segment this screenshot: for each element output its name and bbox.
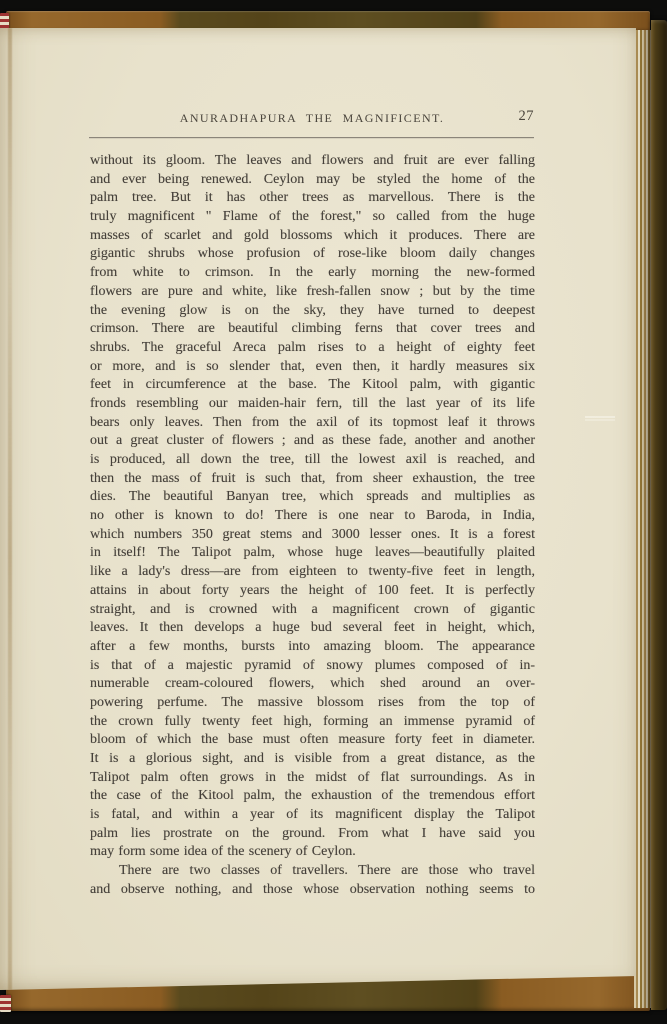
text-line: no other is known to do! There is one near to Baroda, in India, [90, 508, 535, 524]
text-line: bloom of which the base must often measure forty feet in diameter. [90, 732, 535, 748]
text-line: like a lady's dress—are from eighteen to twenty-five feet in length, [90, 564, 535, 580]
text-line: palm tree. But it has other trees as marvellous. There is the [90, 190, 535, 206]
text-line: out a great cluster of flowers ; and as these fade, another and another [90, 433, 535, 449]
text-line: attains in about forty years the height of 100 feet. It is perfectly [90, 582, 535, 598]
text-line: gigantic shrubs whose profusion of rose-like bloom daily changes [90, 246, 535, 262]
text-line: crimson. There are beautiful climbing ferns that cover trees and [90, 321, 535, 337]
text-line: Talipot palm often grows in the midst of flat surroundings. As in [90, 769, 535, 785]
page-number: 27 [518, 108, 534, 124]
text-line: after a few months, bursts into amazing bloom. The appearance [90, 638, 535, 654]
text-line: is fatal, and within a year of its magnificent display the Talipot [90, 807, 535, 823]
text-line: leaves. It then develops a huge bud several feet in height, which, [90, 620, 535, 636]
header-rule [89, 137, 534, 138]
text-line: fronds resembling our maiden-hair fern, till the last year of its life [90, 395, 535, 411]
running-header-title: ANURADHAPURA THE MAGNIFICENT. [179, 111, 445, 125]
text-line: which numbers 350 great stems and 3000 lesser ones. It is a forest [90, 526, 535, 542]
text-line: powering perfume. The massive blossom rises from the top of [90, 694, 535, 710]
text-line: bears only leaves. Then from the axil of its topmost leaf it throws [90, 414, 535, 430]
text-line: masses of scarlet and gold blossoms which it produces. There are [90, 227, 535, 243]
page-scratch-mark [585, 416, 615, 418]
text-line: dies. The beautiful Banyan tree, which spreads and multiplies as [90, 489, 535, 505]
text-line: truly magnificent " Flame of the forest," so called from the huge [90, 209, 535, 225]
text-line: flowers are pure and white, like fresh-fallen snow ; but by the time [90, 283, 535, 299]
text-line: may form some idea of the scenery of Ceylon. [90, 844, 356, 860]
text-line: or more, and is so slender that, even then, it hardly measures six [90, 358, 535, 374]
text-line: is that of a majestic pyramid of snowy plumes composed of in- [90, 657, 535, 673]
text-line: from white to crimson. In the early morning the new-formed [90, 265, 535, 281]
book-headband-bottom [0, 995, 11, 1012]
text-line: then the mass of fruit is such that, from sheer exhaustion, the tree [90, 470, 535, 486]
text-line: It is a glorious sight, and is visible from a great distance, as the [90, 751, 535, 766]
text-line: feet in circumference at the base. The Kitool palm, with gigantic [90, 377, 535, 393]
page-gutter-crease [8, 28, 12, 990]
text-line: is produced, all down the tree, till the lowest axil is reached, and [90, 452, 535, 467]
text-line: There are two classes of travellers. There are those who travel [119, 863, 535, 879]
book-headband-top [0, 13, 9, 30]
text-line: and observe nothing, and those whose observation nothing seems to [90, 881, 535, 897]
text-line: without its gloom. The leaves and flowers and fruit are ever falling [90, 153, 535, 168]
text-line: in itself! The Talipot palm, whose huge leaves—beautifully plaited [90, 545, 535, 561]
text-line: numerable cream-coloured flowers, which shed around an over- [90, 676, 535, 692]
paragraph [90, 152, 535, 862]
running-header [90, 109, 534, 127]
text-line: the evening glow is on the sky, they have turned to deepest [90, 302, 535, 318]
body-text [90, 152, 535, 900]
text-line: palm lies prostrate on the ground. From what I have said you [90, 825, 535, 841]
book-cover-right-edge [651, 20, 667, 1010]
text-line: the crown fully twenty feet high, forming an immense pyramid of [90, 713, 535, 729]
text-line: and ever being renewed. Ceylon may be styled the home of the [90, 171, 535, 187]
text-line: shrubs. The graceful Areca palm rises to a height of eighty feet [90, 339, 535, 355]
paragraph [90, 862, 535, 899]
text-line: the case of the Kitool palm, the exhaustion of the tremendous effort [90, 788, 535, 804]
text-line: straight, and is crowned with a magnificent crown of gigantic [90, 601, 535, 617]
